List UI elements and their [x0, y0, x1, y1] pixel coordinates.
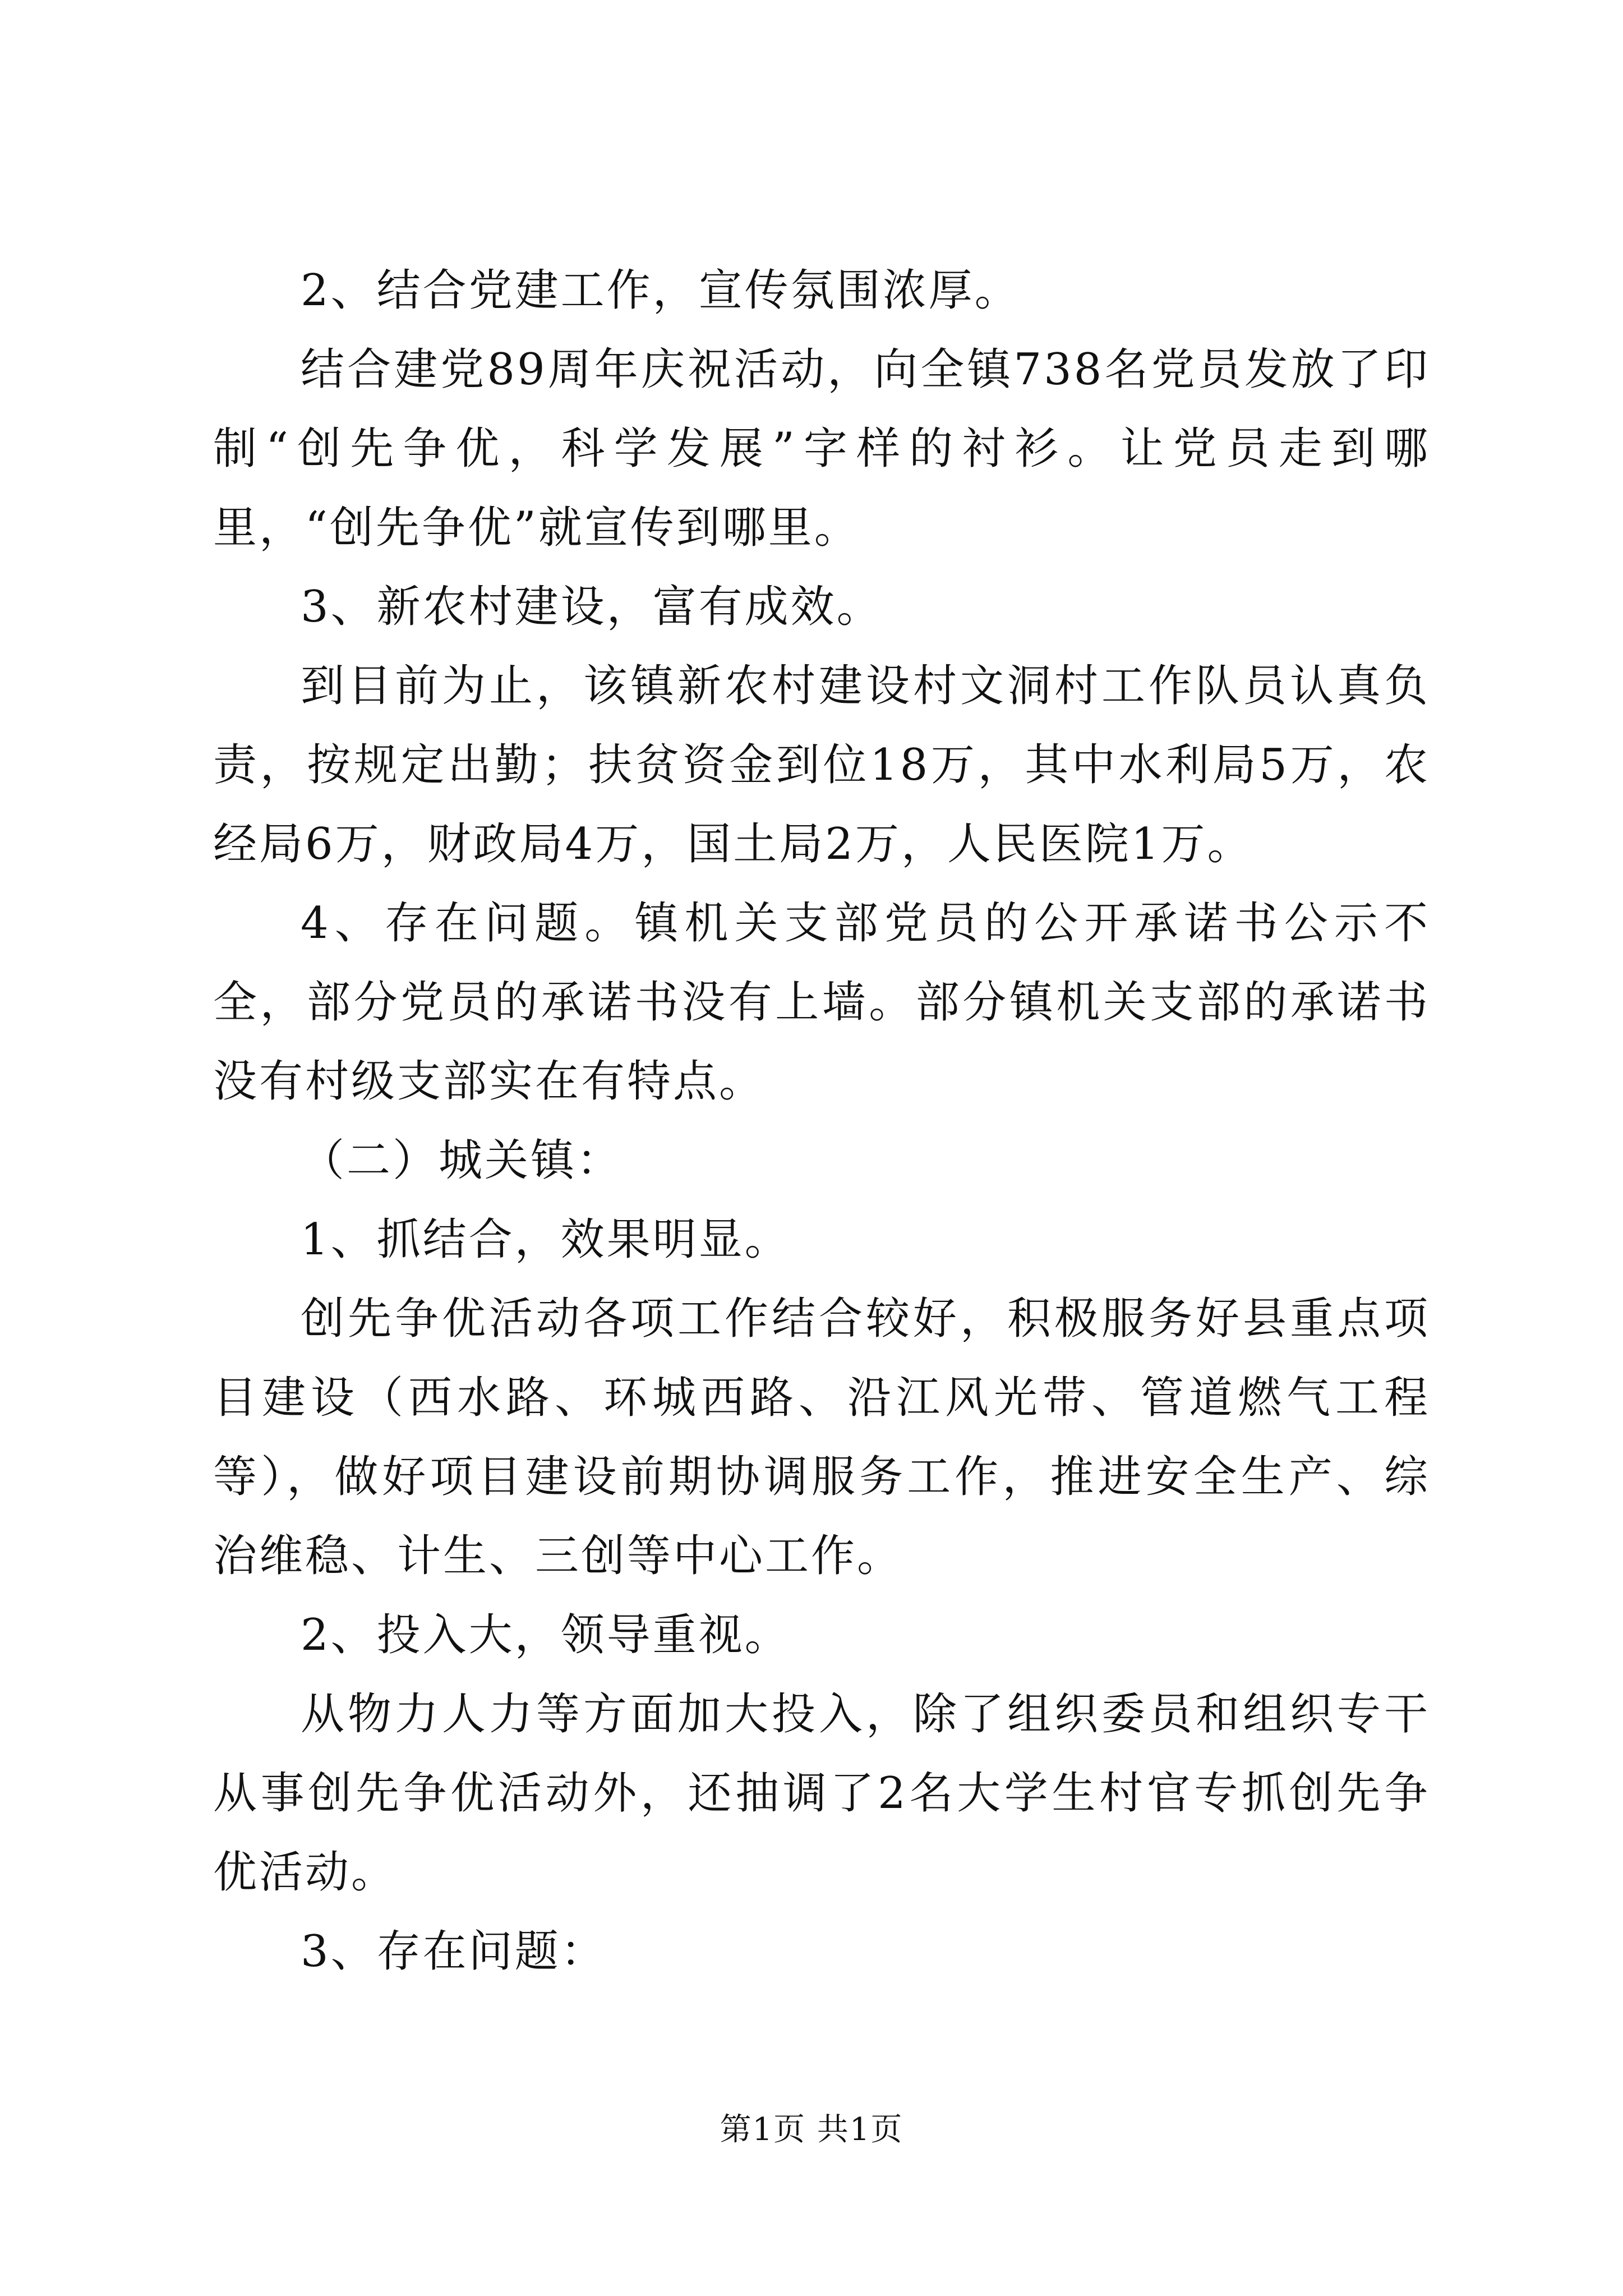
- page-number-footer: 第1页 共1页: [720, 2111, 903, 2148]
- paragraph-existing-problems: 4、存在问题。镇机关支部党员的公开承诺书公示不全，部分党员的承诺书没有上墙。部分镇机关支部的承诺书没有村级支部实在有特点。: [213, 898, 1430, 1107]
- paragraph-key-projects: 创先争优活动各项工作结合较好，积极服务好县重点项目建设（西水路、环城西路、沿江风光带、管道燃气工程等），做好项目建设前期协调服务工作，推进安全生产、综治维稳、计生、三创等中心工作。: [213, 1294, 1430, 1581]
- heading-problems: 3、存在问题：: [301, 1926, 607, 1977]
- paragraph-party-anniversary: 结合建党89周年庆祝活动，向全镇738名党员发放了印制“创先争优，科学发展”字样的衬衫。让党员走到哪里，“创先争优”就宣传到哪里。: [213, 344, 1430, 553]
- section-heading-chengguan: （二）城关镇：: [301, 1135, 623, 1186]
- heading-new-countryside: 3、新农村建设，富有成效。: [301, 582, 883, 632]
- heading-integration: 1、抓结合，效果明显。: [301, 1214, 791, 1265]
- paragraph-manpower: 从物力人力等方面加大投入，除了组织委员和组织专干从事创先争优活动外，还抽调了2名大学生村官专抓创先争优活动。: [213, 1689, 1430, 1898]
- heading-party-building: 2、结合党建工作，宣传氛围浓厚。: [301, 265, 1021, 316]
- paragraph-poverty-funds: 到目前为止，该镇新农村建设村文洞村工作队员认真负责，按规定出勤；扶贫资金到位18万，其中水利局5万，农经局6万，财政局4万，国土局2万，人民医院1万。: [213, 661, 1430, 869]
- heading-investment: 2、投入大，领导重视。: [301, 1610, 791, 1660]
- document-body: [213, 251, 1430, 1991]
